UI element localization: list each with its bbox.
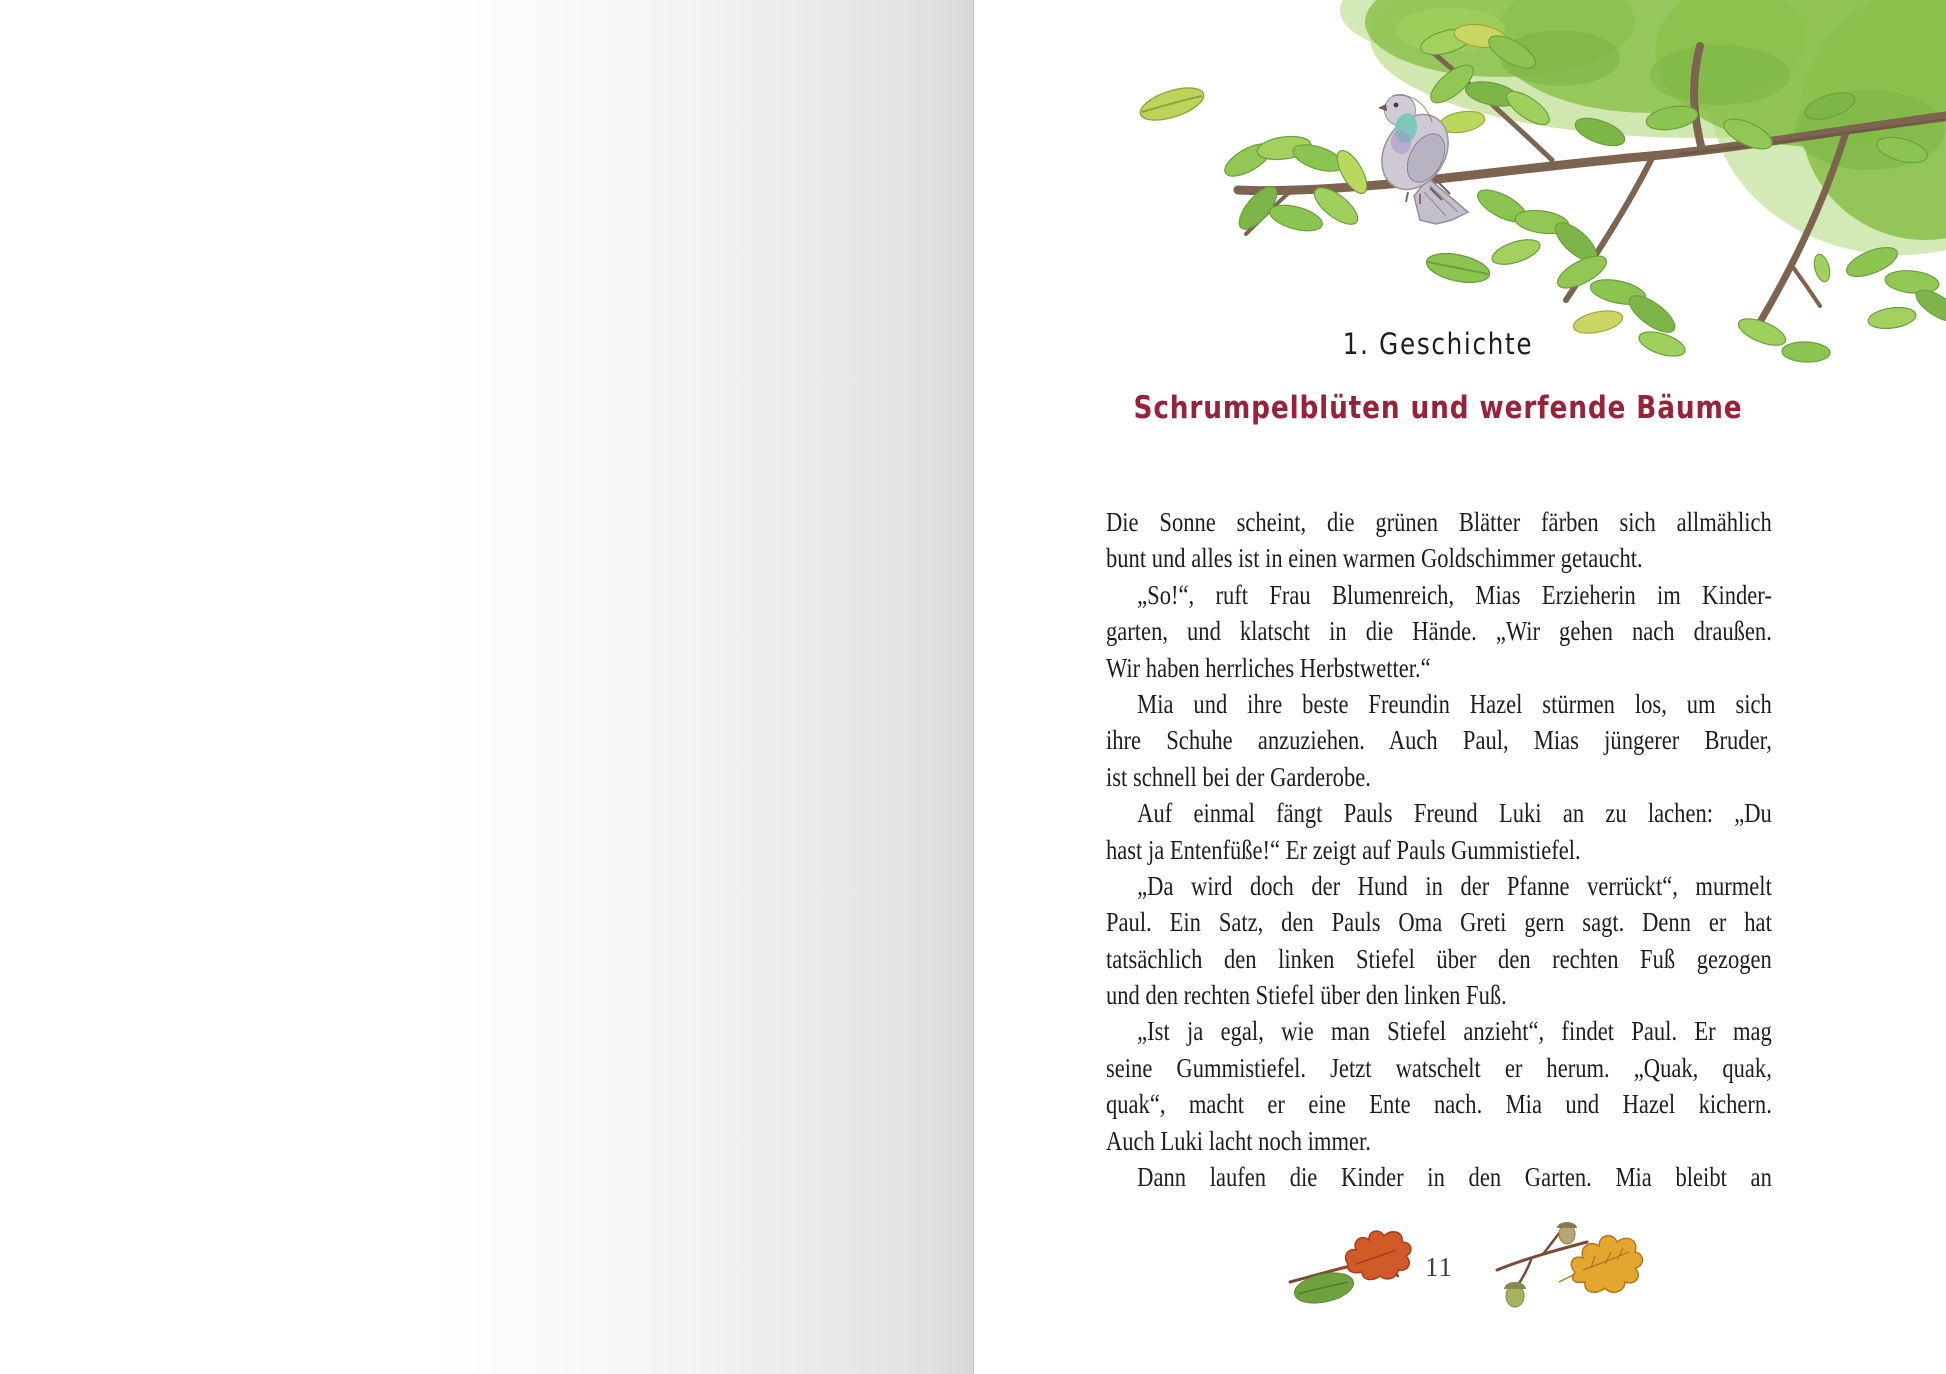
body-text-line: Auf einmal fängt Pauls Freund Luki an zu lachen: „Du <box>1137 797 1772 829</box>
body-text-line: Mia und ihre beste Freundin Hazel stürmen los, um sich <box>1137 687 1772 719</box>
body-text-line: „Da wird doch der Hund in der Pfanne verrückt“, murmelt <box>1137 869 1772 901</box>
body-text-line: seine Gummistiefel. Jetzt watschelt er herum. „Quak, quak, <box>1106 1051 1772 1083</box>
acorn <box>1557 1222 1577 1244</box>
body-text-line: Die Sonne scheint, die grünen Blätter färben sich allmählich <box>1106 506 1772 537</box>
body-text-line: „So!“, ruft Frau Blumenreich, Mias Erzieherin im Kinder- <box>1137 578 1772 610</box>
body-text-line: und den rechten Stiefel über den linken Fuß. <box>1106 979 1507 1011</box>
body-text-line: quak“, macht er eine Ente nach. Mia und Hazel kichern. <box>1106 1088 1772 1120</box>
leaf <box>1489 235 1543 269</box>
story-body-text <box>1106 504 1772 1195</box>
leaf <box>1812 253 1833 284</box>
body-text-line: Auch Luki lacht noch immer. <box>1106 1124 1371 1156</box>
chapter-heading: 1. Geschichte <box>1342 327 1534 361</box>
body-text-line: Dann laufen die Kinder in den Garten. Mia bleibt an <box>1137 1161 1772 1193</box>
body-text-line: bunt und alles ist in einen warmen Goldschimmer getaucht. <box>1106 542 1643 574</box>
body-text-line: ihre Schuhe anzuziehen. Auch Paul, Mias jüngerer Bruder, <box>1106 724 1772 756</box>
acorn <box>1504 1282 1526 1307</box>
page-number: 11 <box>1425 1252 1453 1282</box>
body-text-line: Wir haben herrliches Herbstwetter.“ <box>1106 651 1431 683</box>
falling-leaf <box>1424 249 1492 288</box>
floating-leaf <box>1137 81 1208 126</box>
body-text-line: hast ja Entenfüße!“ Er zeigt auf Pauls Gummistiefel. <box>1106 833 1581 865</box>
body-text-line: „Ist ja egal, wie man Stiefel anzieht“, findet Paul. Er mag <box>1137 1015 1772 1047</box>
story-title: Schrumpelblüten und werfende Bäume <box>1133 390 1743 426</box>
body-text-line: ist schnell bei der Garderobe. <box>1106 760 1371 792</box>
footer-right-decoration <box>1487 1212 1657 1317</box>
body-text-line: Paul. Ein Satz, den Pauls Oma Greti gern sagt. Denn er hat <box>1106 906 1772 938</box>
body-text-line: tatsächlich den linken Stiefel über den rechten Fuß gezogen <box>1106 942 1772 974</box>
leaf <box>1867 305 1917 331</box>
leaf <box>1782 341 1831 363</box>
body-text-line: garten, und klatscht in die Hände. „Wir gehen nach draußen. <box>1106 615 1772 647</box>
